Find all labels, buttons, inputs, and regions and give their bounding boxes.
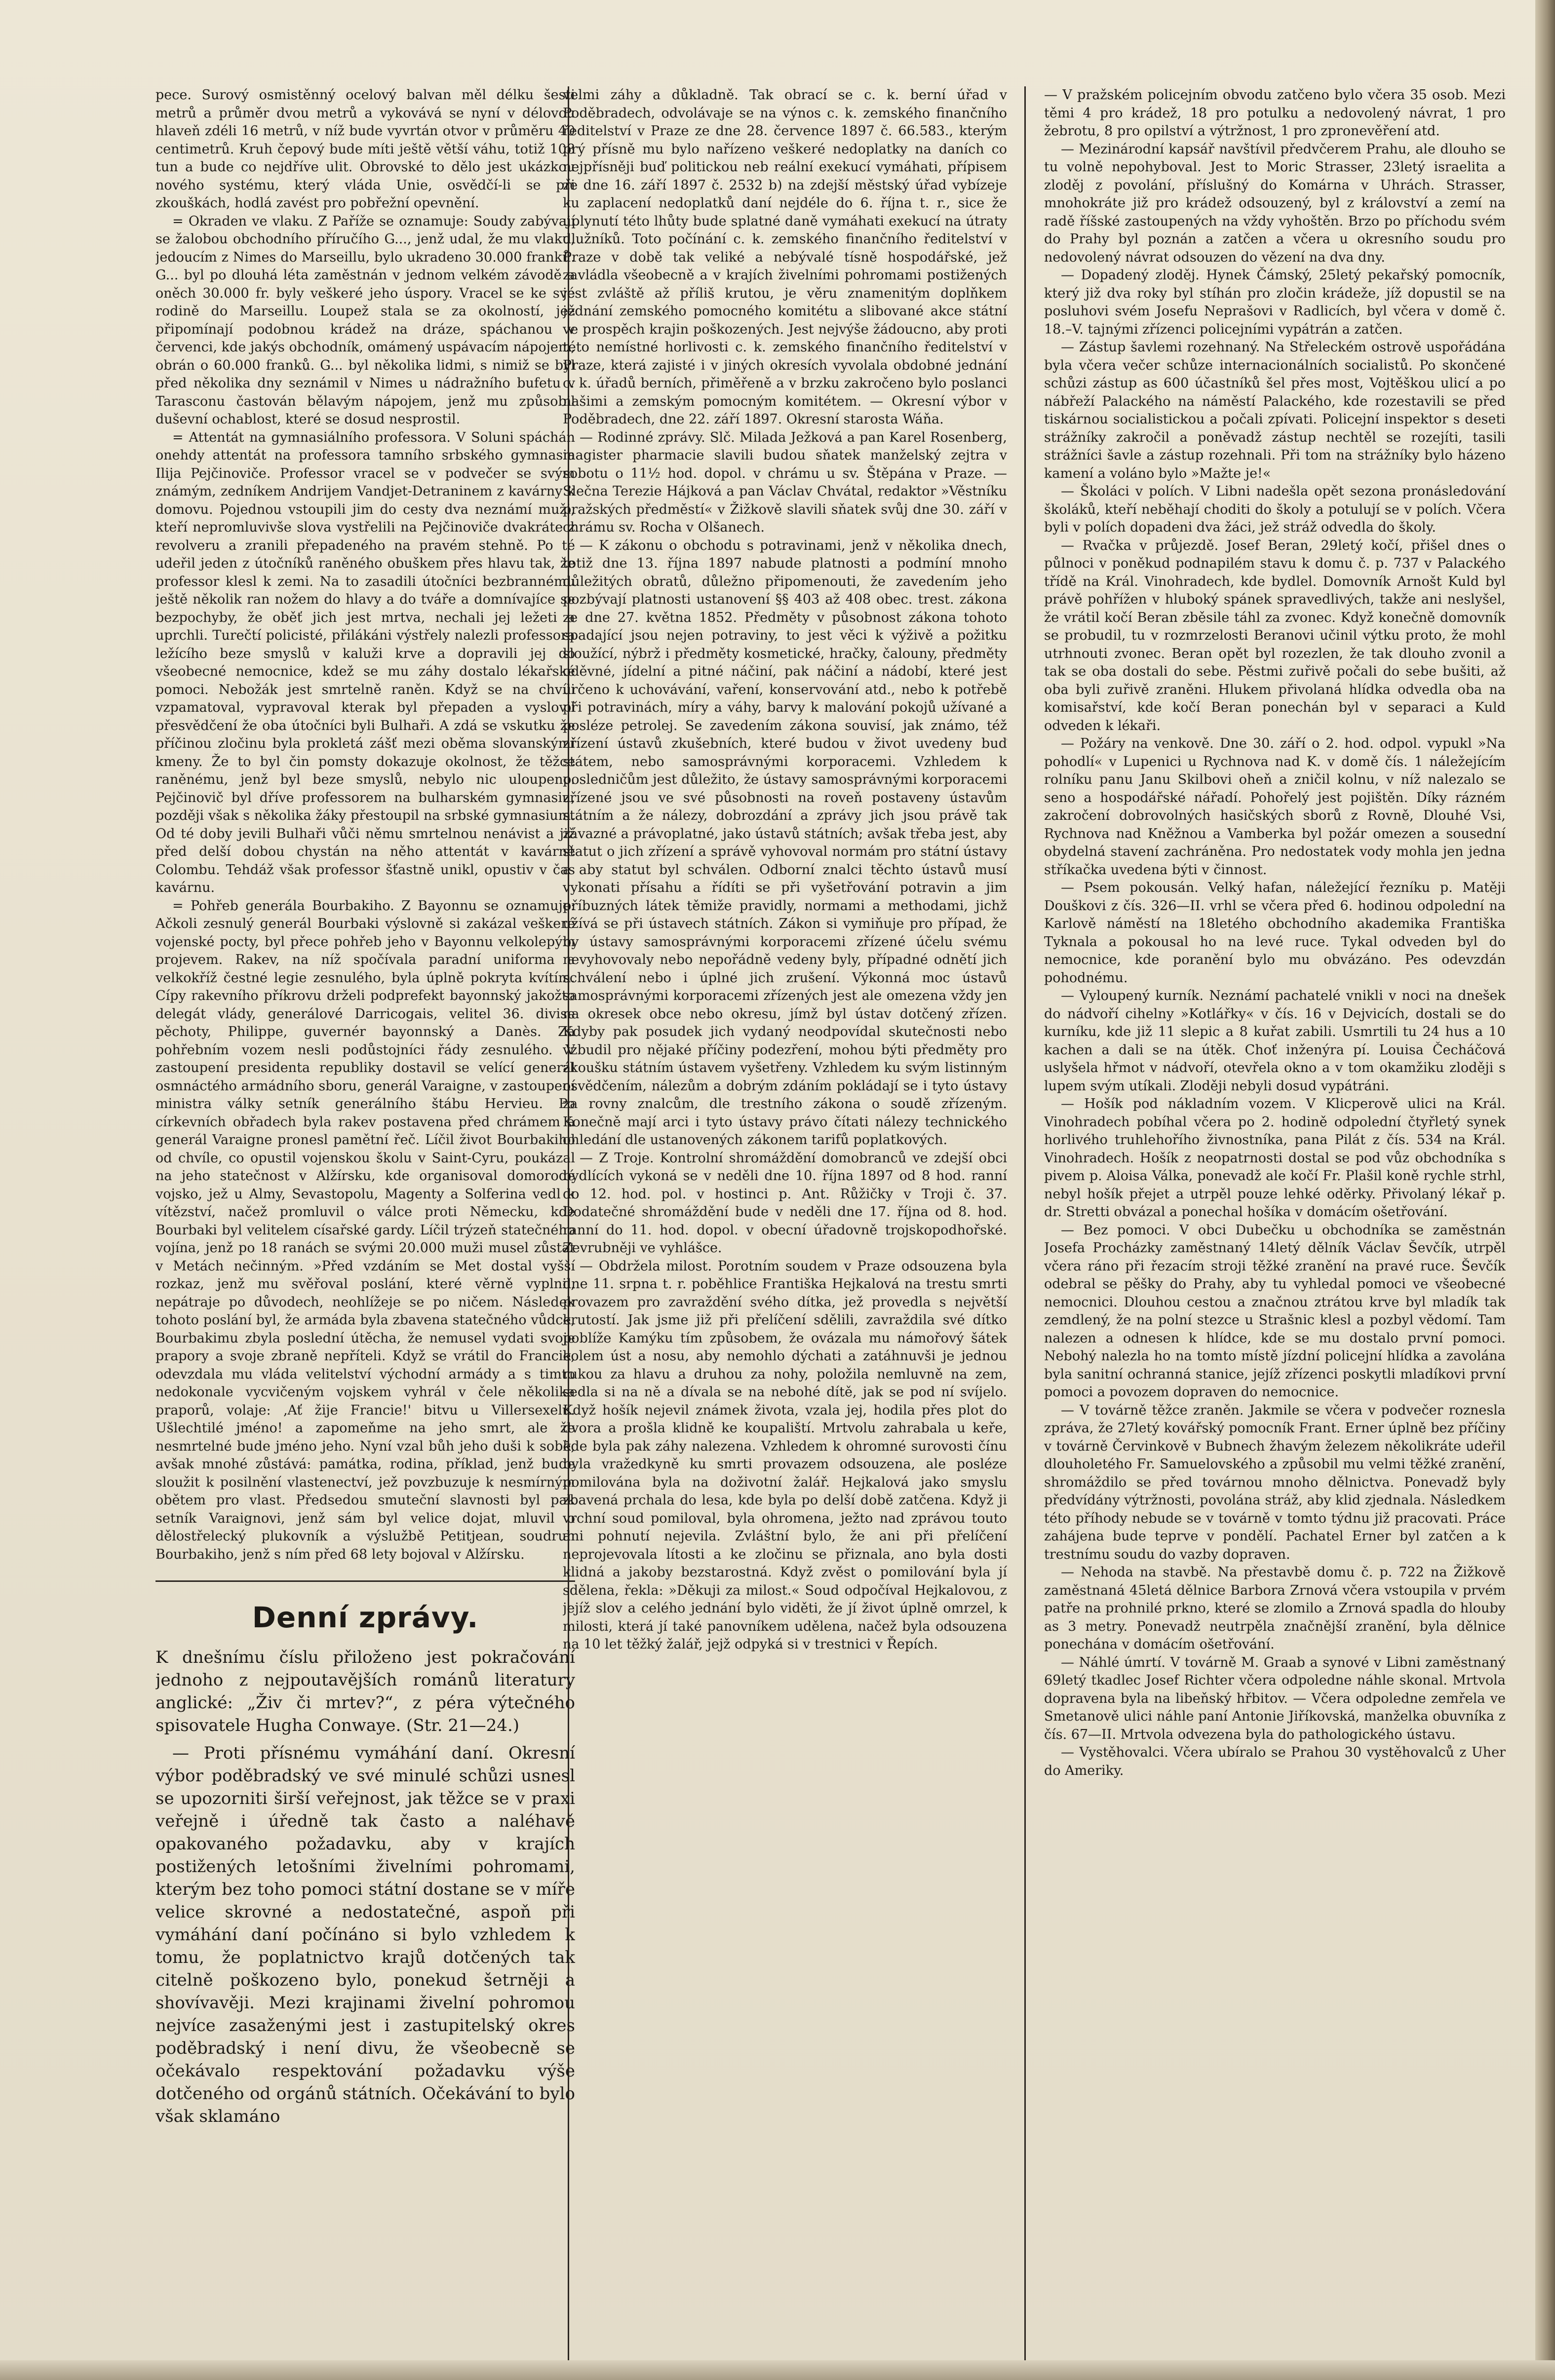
column-middle (563, 86, 1007, 2367)
article-paragraph: — Rodinné zprávy. Slč. Milada Ježková a pan Karel Rosenberg, magister pharmacie slavili budou sňatek manželský zejtra v sobotu o 11½ hod. dopol. v chrámu u sv. Štěpána v Praze. — Slečna Terezie Hájková a pan Václav Chvátal, redaktor »Věstníku pražských předměstí« v Žižkově slavili sňatek svůj dne 30. září v chrámu sv. Rocha v Olšanech. (563, 429, 1007, 535)
article-paragraph: — Proti přísnému vymáhání daní. Okresní výbor poděbradský ve své minulé schůzi usnesl se upozorniti širší veřejnost, jak těžce se v praxi veřejně i úředně tak často a naléhavě opakovaného požadavku, aby v krajích postižených letošními živelními pohromami, kterým bez toho pomoci státní dostane se v míře velice skrovné a nedostatečné, aspoň při vymáhání daní počínáno si bylo vzhledem k tomu, že poplatnictvo krajů dotčených tak citelně poškozeno bylo, ponekud šetrněji a shovívavěji. Mezi krajinami živelní pohromou nejvíce zasaženými jest i zastupitelský okres poděbradský i není divu, že všeobecně se očekávalo respektování požadavku výše dotčeného od orgánů státních. Očekávání to bylo však sklamáno (156, 1743, 575, 2126)
page-edge-bottom (0, 2360, 1555, 2380)
column-right (1044, 86, 1506, 2367)
article-paragraph: — V pražském policejním obvodu zatčeno bylo včera 35 osob. Mezi těmi 4 pro krádež, 18 pro potulku a nedovolený návrat, 1 pro žebrotu, 8 pro opilství a výtržnost, 1 pro zpronevěření atd. (1044, 87, 1506, 139)
article-paragraph: — Vyloupený kurník. Neznámí pachatelé vnikli v noci na dnešek do nádvoří cihelny »Kotlářky« v čís. 16 v Dejvicích, dostali se do kurníku, kde již 11 slepic a 8 kuřat zabili. Usmrtili tu 24 hus a 10 kachen a dali se na útěk. Choť inženýra pí. Louisa Čecháčová uslyšela hřmot v nádvoří, otevřela okno a v tom okamžiku zloději s lupem svým utíkali. Zloději nebyli dosud vypátráni. (1044, 988, 1506, 1094)
article-paragraph: — Náhlé úmrtí. V továrně M. Graab a synové v Libni zaměstnaný 69letý tkadlec Josef Richter včera odpoledne náhle skonal. Mrtvola dopravena byla na libeňský hřbitov. — Včera odpoledne zemřela ve Smetanově ulici náhle paní Antonie Jiříkovská, manželka obuvníka z čís. 67—II. Mrtvola odvezena byla do pathologického ústavu. (1044, 1654, 1506, 1742)
article-paragraph: pece. Surový osmistěnný ocelový balvan měl délku šesti metrů a průměr dvou metrů a vykovává se nyní v délovou hlaveň zdéli 16 metrů, v níž bude vyvrtán otvor v průměru 40 centimetrů. Kruh čepový bude míti ještě větší váhu, totiž 108 tun a bude co nejdříve ulit. Obrovské to dělo jest ukázkou nového systému, který vláda Unie, osvědčí-li se při zkouškách, hodlá zavést pro pobřežní opevnění. (156, 87, 575, 211)
article-paragraph: — Psem pokousán. Velký hafan, náležející řezníku p. Matěji Douškovi z čís. 326—II. vrhl se včera před 6. hodinou odpolední na Karlově náměstí na 18letého obchodního akademika Františka Tyknala a pokousal ho na levé ruce. Tykal odveden byl do nemocnice, kde poranění bylo mu obvázáno. Pes odevzdán pohodnému. (1044, 880, 1506, 986)
page-edge-shadow (1535, 0, 1555, 2380)
column-divider (1024, 86, 1026, 2367)
article-paragraph: — Hošík pod nákladním vozem. V Klicperově ulici na Král. Vinohradech pobíhal včera po 2. hodině odpolední čtyřletý synek horlivého truhlehořího živnostníka, pana Pilát z čís. 534 na Král. Vinohradech. Hošík z neopatrnosti dostal se pod vůz obchodníka s pivem p. Aloisa Válka, ponevadž ale kočí Fr. Plašil koně rychle strhl, nebyl hošík přejet a utrpěl pouze lehké oděrky. Přivolaný lékař p. dr. Stretti obvázal a ponechal hošíka v domácím ošetřování. (1044, 1096, 1506, 1220)
article-paragraph: — Mezinárodní kapsář navštívil předvčerem Prahu, ale dlouho se tu volně nepohyboval. Jest to Moric Strasser, 23letý israelita a zloděj z povolání, příslušný do Komárna v Uhrách. Strasser, mnohokráte již pro krádež odsouzený, byl z království a zemí na radě říšské zastoupených na vždy vyhoštěn. Brzo po příchodu svém do Prahy byl poznán a zatčen a včera u okresního soudu pro nedovolený návrat odsouzen do vězení na dva dny. (1044, 141, 1506, 265)
article-paragraph: velmi záhy a důkladně. Tak obrací se c. k. berní úřad v Poděbradech, odvolávaje se na výnos c. k. zemského finančního ředitelství v Praze ze dne 28. července 1897 č. 66.583., kterým prý přísně mu bylo nařízeno veškeré nedoplatky na daních co nejpřísněji buď politickou neb reální exekucí vymáhati, přípisem ze dne 16. září 1897 č. 2532 b) na zdejší městský úřad vybízeje ku zaplacení nedoplatků daní nejdéle do 6. října t. r., sice že uplynutí této lhůty bude splatné daně vymáhati exekucí na útraty dlužníků. Toto počínání c. k. zemského finančního ředitelství v Praze v době tak veliké a nebývalé tísně hospodářské, jež zavládla všeobecně a v krajích živelními pohromami postižených jest zvláště až příliš krutou, je věru znamenitým doplňkem jednání zemského pomocného komitétu a slibované akce státní ve prospěch krajin poškozených. Jest nejvýše žádoucno, aby proti této nemístné horlivosti c. k. zemského finančního ředitelství v Praze, která zajisté i v jiných okresích vyvolala obdobné jednání c. k. úřadů berních, přiměřeně a v brzku zakročeno bylo poslanci našimi a zemským pomocným komitétem. — Okresní výbor v Poděbradech, dne 22. září 1897. Okresní starosta Wáňa. (563, 87, 1007, 427)
article-paragraph: — Rvačka v průjezdě. Josef Beran, 29letý kočí, přišel dnes o půlnoci v poněkud podnapilém stavu k domu č. p. 737 v Palackého třídě na Král. Vinohradech, kde bydlel. Domovník Arnošt Kuld byl právě pohřížen v hluboký spánek spravedlivých, takže ani neslyšel, že vrátil kočí Beran zběsile táhl za zvonec. Když konečně domovník se probudil, tu v rozmrzelosti Beranovi učinil výtku proto, že mohl utrhnouti zvonec. Beran opět byl rozezlen, že tak dlouho zvonil a tak se oba dostali do sebe. Pěstmi zuřivě počali do sebe bušiti, až oba byli zuřivě zraněni. Hlukem přivolaná hlídka odvedla oba na komisařství, kde kočí Beran ponechán byl v separaci a Kuld odveden k lékaři. (1044, 537, 1506, 733)
article-paragraph: — V továrně těžce zraněn. Jakmile se včera v podvečer roznesla zpráva, že 27letý kovářský pomocník Frant. Erner úplně bez příčiny v továrně Červinkově v Bubnech žhavým železem několikráte udeřil dlouholetého Fr. Samuelovského a způsobil mu velmi těžké zranění, shromáždilo se před továrnou mnoho dělnictva. Ponevadž byly předvídány výtržnosti, povolána stráž, aby klid zjednala. Následkem této příhody nebude se v továrně v tomto týdnu již pracovati. Práce zahájena bude teprve v pondělí. Pachatel Erner byl zatčen a k trestnímu soudu do vazby dopraven. (1044, 1402, 1506, 1562)
article-paragraph: — Vystěhovalci. Včera ubíralo se Prahou 30 vystěhovalců z Uher do Ameriky. (1044, 1745, 1506, 1778)
article-paragraph: — Školáci v polích. V Libni nadešla opět sezona pronásledování školáků, kteří neběhají choditi do školy a potulují se v polích. Včera byli v polích dopadeni dva žáci, jež stráž odvedla do školy. (1044, 484, 1506, 535)
article-paragraph: — Dopadený zloděj. Hynek Čámský, 25letý pekařský pomocník, který již dva roky byl stíhán pro zločin krádeže, jíž dopustil se na posluhovi svém Josefu Neprašovi v Radlicích, byl včera v domě č. 18.–V. tajnými zřízenci policejními vypátrán a zatčen. (1044, 268, 1506, 337)
article-paragraph: = Pohřeb generála Bourbakiho. Z Bayonnu se oznamuje: Ačkoli zesnulý generál Bourbaki výslovně si zakázal veškeré vojenské pocty, byl přece pohřeb jeho v Bayonnu velkolepým projevem. Rakev, na níž spočívala paradní uniforma a velkokříž čestné legie zesnulého, byla úplně pokryta kvítím. Cípy rakevního příkrovu drželi podprefekt bayonnský jakožto delegát vlády, generálové Darricogais, velitel 36. divise pěchoty, Philippe, guvernér bayonnský a Danès. Za pohřebním vozem nesli podůstojníci řády zesnulého. V zastoupení presidenta republiky dostavil se velící generál osmnáctého armádního sboru, generál Varaigne, v zastoupení ministra války setník generálního štábu Hervieu. Po církevních obřadech byla rakev postavena před chrámem a generál Varaigne pronesl pamětní řeč. Líčil život Bourbakiho od chvíle, co opustil vojenskou školu v Saint-Cyru, poukázal na jeho statečnost v Alžírsku, kde organisoval domorodé vojsko, jež u Almy, Sevastopolu, Magenty a Solferina vedl k vítězství, načež promluvil o válce proti Německu, kde Bourbaki byl velitelem císařské gardy. Líčil trýzeň statečného vojína, jenž po 18 ranách se svými 20.000 muži musel zůstat v Metách nečinným. »Před vzdáním se Met dostal vyšší rozkaz, jenž mu svěřoval poslání, které věrně vyplnil, nepátraje po důvodech, neohlížeje se po ničem. Následek tohoto poslání byl, že armáda byla zbavena statečného vůdce, Bourbakimu zbyla poslední útěcha, že nemusel vydati svoje prapory a svoje zbraně nepříteli. Když se vrátil do Francie, odevzdala mu vláda velitelství východní armády a s timto nedokonale vycvičeným vojskem vyhrál v čele několika praporů, volaje: ‚Ať žije Francie!' bitvu u Villersexelu. Ušlechtilé jméno! a zapomeňme na jeho smrt, ale že nesmrtelné bude jméno jeho. Nyní vzal bůh jeho duši k sobě, avšak mnohé zůstává: památka, rodina, příklad, jenž bude sloužit k posilnění vlastenectví, jež povzbuzuje k nesmírným obětem pro vlast. Předsedou smuteční slavnosti byl pak setník Varaignovi, jenž sám byl velice dojat, mluvil o dělostřelecký plukovník a výslužbě Petitjean, soudruh Bourbakiho, jenž s ním před 68 lety bojoval v Alžírsku. (156, 898, 575, 1562)
article-paragraph: — Požáry na venkově. Dne 30. září o 2. hod. odpol. vypukl »Na pohodlí« v Lupenici u Rychnova nad K. v domě čís. 1 náležejícím rolníku panu Janu Skilbovi oheň a zničil kolnu, v níž nalezalo se seno a hospodářské nářadí. Pohořelý jest pojištěn. Díky rázném zakročení dobrovolných hasičských sborů z Rovně, Dlouhé Vsi, Rychnova nad Kněžnou a Vamberka byl požár omezen a sousední obydelná stavení zachráněna. Pro nedostatek vody mohla jen jedna stříkačka uvedena býti v činnost. (1044, 736, 1506, 878)
article-paragraph: = Okraden ve vlaku. Z Paříže se oznamuje: Soudy zabývají se žalobou obchodního příručího G..., jenž udal, že mu vlaku, jedoucím z Nimes do Marseillu, bylo ukradeno 30.000 franků. G... byl po dlouhá léta zaměstnán v jednom velkém závodě a oněch 30.000 fr. byly veškeré jeho úspory. Vracel se ke své rodině do Marseillu. Loupež stala se za okolností, jež připomínají podobnou krádež na dráze, spáchanou v červenci, kde jakýs obchodník, omámený uspávacím nápojem, obrán o 60.000 franků. G... byl několika lidmi, s nimiž se byl před několika dny seznámil v Nimes u nádražního bufetu v Tarasconu častován bělavým nápojem, jenž mu způsobil duševní ochablost, které se dosud nesprostil. (156, 213, 575, 427)
article-paragraph: — Zástup šavlemi rozehnaný. Na Střeleckém ostrově uspořádána byla včera večer schůze internacionálních socialistů. Po skončené schůzi zástup as 600 účastníků šel přes most, Vojtěškou ulicí a po nábřeží Palackého na náměstí Palackého, kde rozestavili se před tiskárnou socialistickou a počali zpívati. Policejní inspektor s deseti strážníky zakročil a poněvadž zástup nechtěl se rozejíti, tasili strážníci šavle a zástup rozehnali. Při tom na strážníky bylo házeno kamení a voláno bylo »Mažte je!« (1044, 340, 1506, 481)
column-left (156, 86, 575, 2367)
article-paragraph: — K zákonu o obchodu s potravinami, jenž v několika dnech, totiž dne 13. října 1897 nabude platnosti a podmíní mnoho důležitých obratů, důležno připomenouti, že zavedením jeho pozbývají platnosti ustanovení §§ 403 až 408 obec. trest. zákona ze dne 27. května 1852. Předměty v působnost zákona tohoto spadající jsou nejen potraviny, to jest věci k výživě a požitku sloužící, nýbrž i předměty kosmetické, hračky, čalouny, předměty oděvné, jídelní a pitné náčiní, pak náčiní a nádobí, které jest určeno k uchovávání, vaření, konservování atd., nebo k potřebě při potravinách, míry a váhy, barvy k malování pokojů užívané a posléze petrolej. Se zavedením zákona souvisí, jak známo, též zřízení ústavů zkušebních, které budou v život uvedeny buď státem, nebo samosprávnými korporacemi. Vzhledem k posledničům jest důležito, že ústavy samosprávnými korporacemi zřízené jsou ve své působnosti na roveň postaveny ústavům státním a že nálezy, dobrozdání a zprávy jich jsou právě tak závazné a právoplatné, jako ústavů státních; avšak třeba jest, aby statut o jich zřízení a správě vyhovoval normám pro státní ústavy a aby statut byl schválen. Odborní znalci těchto ústavů musí vykonati přísahu a řídíti se při vyšetřování potravin a jim příbuzných látek těmiže pravidly, normami a methodami, jichž užívá se při ústavech státních. Zákon si vymiňuje pro případ, že by ústavy samosprávnými korporacemi zřízené účelu svému nevyhovovaly nebo nepořádně vedeny byly, případné odnětí jich schválení nebo i úplné jich zrušení. Výkonná moc ústavů samosprávnými korporacemi zřízených jest ale omezena vždy jen na okresek obce nebo okresu, jímž byl ústav dotčený zřízen. Kdyby pak posudek jich vydaný neodpovídal skutečnosti nebo vzbudil pro nějaké příčiny podezření, mohou býti předměty pro zkoušku státním ústavem vyšetřeny. Vzhledem ku svým listinným osvědčením, nálezům a dobrým zdáním pokládají se i tyto ústavy za rovny znalcům, dle trestního zákona o soudě zřízeným. Konečně mají arci i tyto ústavy právo čítati nálezy technického ohledání dle ustanovených zákonem tarifů poplatkových. (563, 537, 1007, 1148)
article-paragraph: — Nehoda na stavbě. Na přestavbě domu č. p. 722 na Žižkově zaměstnaná 45letá dělnice Barbora Zrnová včera vstoupila v prvém patře na prohnilé prkno, které se zlomilo a Zrnová spadla do hlouby as 3 metry. Ponevadž neutrpěla značnější zranění, byla dělnice ponechána v domácím ošetřování. (1044, 1565, 1506, 1652)
article-paragraph: — Z Troje. Kontrolní shromáždění domobranců ve zdejší obci bydlících vykoná se v neděli dne 10. října 1897 od 8 hod. ranní do 12. hod. pol. v hostinci p. Ant. Růžičky v Troji č. 37. Dodatečné shromáždění bude v neděli dne 17. října od 8. hod. ranní do 11. hod. dopol. v obecní úřadovně trojskopodhořské. Zevrubněji ve vyhlášce. (563, 1150, 1007, 1256)
section-title: Denní zprávy. (252, 1601, 479, 1634)
article-paragraph: — Obdržela milost. Porotním soudem v Praze odsouzena byla dne 11. srpna t. r. poběhlice Františka Hejkalová na trestu smrti provazem pro zavraždění svého dítka, jež provedla s největší krutostí. Jak jsme již při přelíčení sdělili, zavraždila své dítko poblíže Kamýku tím způsobem, že ovázala mu námořový šátek kolem úst a nosu, aby nemohlo dýchati a zatáhnuvši je jednou rukou za hlavu a druhou za nohy, položila nemluvně na zem, sedla si na ně a dívala se na nebohé dítě, jak se pod ní svíjelo. Když hošík nejevil známek života, vzala jej, hodila přes plot do dvora a prošla klidně ke koupaliští. Mrtvolu zahrabala u keře, kde byla pak záhy nalezena. Vzhledem k ohromné surovosti čínu byla vražedkyně ku smrti provazem odsouzena, ale posléze pomilována byla na doživotní žalář. Hejkalová jako smyslu zbavená prchala do lesa, kde byla po delší době zatčena. Když ji vrchní soud pomiloval, byla ohromena, ježto nad zprávou touto ani pohnutí nejevila. Zvláštní bylo, že ani při přelíčení neprojevovala lítosti a ke zločinu se přiznala, ano byla dosti klidná a jakoby bezstarostná. Když zvěst o pomilování byla jí sdělena, řekla: »Děkuji za milost.« Soud odpočíval Hejkalovou, z jejíž slov a celého jednání bylo viděti, že jí život úplně omrzel, k milosti, která jí také panovníkem udělena, načež byla odsouzena na 10 let těžký žalář, jejž odpyká si v trestnici v Řepích. (563, 1258, 1007, 1652)
article-paragraph: — Bez pomoci. V obci Dubečku u obchodníka se zaměstnán Josefa Procházky zaměstnaný 14letý dělník Václav Ševčík, utrpěl včera ráno při řezacím stroji těžké zranění na pravé ruce. Ševčík odebral se pěšky do Prahy, aby tu vyhledal pomoci ve všeobecné nemocnici. Dlouhou cestou a značnou ztrátou krve byl mladík tak zemdlený, že na polní stezce u Strašnic klesl a pozbyl vědomí. Tam nalezen a odnesen k hlídce, kde se mu dostalo první pomoci. Nebohý nalezla ho na tomto místě jízdní policejní hlídka a zavolána byla sanitní ochranná stanice, jejíž zřízenci poskytli mladíkovi první pomoci a povozem dopraven do nemocnice. (1044, 1222, 1506, 1400)
supplement-notice: K dnešnímu číslu přiloženo jest pokračování jednoho z nejpoutavějších románů literatury anglické: „Živ či mrtev?“, z péra výtečného spisovatele Hugha Conwaye. (Str. 21—24.) (156, 1648, 575, 1735)
section-rule (156, 1580, 575, 1582)
article-paragraph: = Attentát na gymnasiálního professora. V Soluni spáchán onehdy attentát na professora tamního srbského gymnasia Ilija Pejčinoviče. Professor vracel se v podvečer se svým známým, zedníkem Andrijem Vandjet-Detraninem z kavárny k domovu. Pojednou vstoupili jim do cesty dva neznámí muži, kteří nepromluvivše slova vystřelili na Pejčinoviče dvakráte z revolveru a zranili přepadeného na pravém stehně. Po té udeřil jeden z útočníků raněného obuškem přes hlavu tak, že professor klesl k zemi. Na to zasadili útočníci bezbrannému ještě několik ran nožem do hlavy a do tváře a domnívajíce se bezpochyby, že oběť jich jest mrtva, nechali jej ležeti a uprchli. Turečtí policisté, přilákáni výstřely nalezli professora ležícího beze smyslů v kaluži krve a dopravili jej do všeobecné nemocnice, kdež se mu záhy dostalo lékařské pomoci. Nebožák jest smrtelně raněn. Když se na chvíli vzpamatoval, vypravoval kterak byl přepaden a vyslovil přesvědčení že oba útočníci byli Bulhaři. A zdá se vskutku že příčinou zločinu byla prokletá zášť mezi oběma slovanskými kmeny. Že to byl čin pomsty dokazuje okolnost, že těžce raněnému, jenž byl beze smyslů, nebylo nic uloupeno. Pejčinovič byl dříve professorem na bulharském gymnasiu, později však s několika žáky přestoupil na srbské gymnasium. Od té doby jevili Bulhaři vůči němu smrtelnou nenávist a již před delší dobou chystán na něho attentát v kavárně Colombu. Tehdáž však professor šťastně unikl, opustiv v čas kavárnu. (156, 429, 575, 895)
